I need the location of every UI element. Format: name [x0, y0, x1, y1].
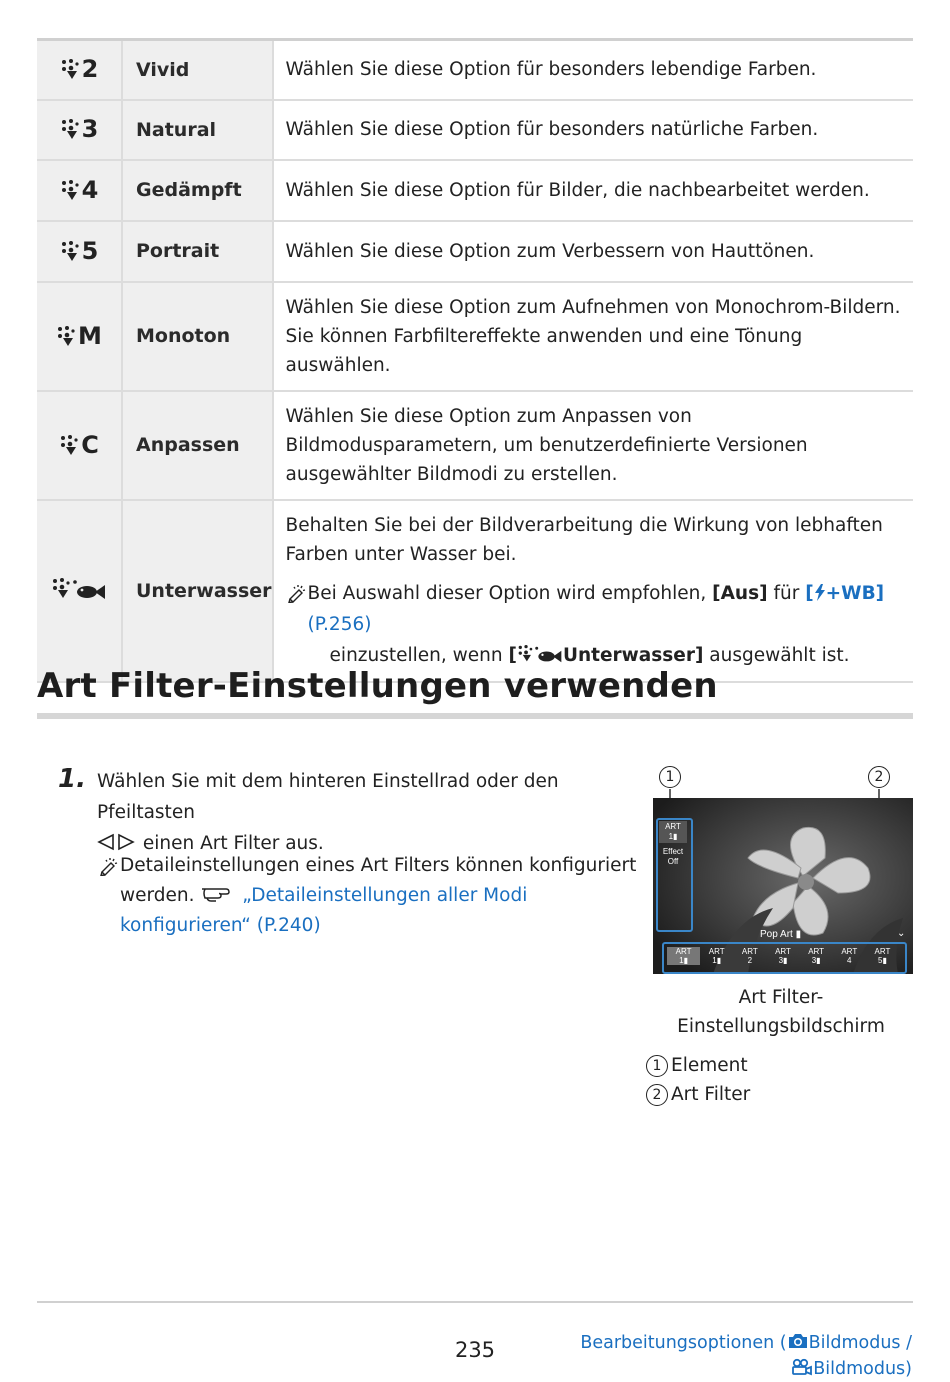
legend-item: 2 Art Filter: [646, 1080, 750, 1109]
side-menu-effect: Effect Off: [662, 847, 684, 866]
mode-description: Wählen Sie diese Option zum Anpassen von Bildmodusparametern, um benutzerdefinierte Versionen ausgewählter Bildmodi zu erstellen.: [273, 391, 913, 500]
callout-element: 1: [659, 766, 681, 788]
detail-settings-link[interactable]: „Detaileinstellungen aller Modi konfigurieren“ (P.240): [120, 885, 528, 936]
movie-camera-icon: [791, 1358, 813, 1376]
art-filter-item[interactable]: ART 1▮: [708, 947, 725, 965]
mode-name: Natural: [122, 100, 273, 160]
mode-name: Monoton: [122, 282, 273, 391]
note-text: einzustellen, wenn: [329, 644, 509, 666]
mode-description: Wählen Sie diese Option für besonders lebendige Farben.: [273, 40, 913, 100]
art-filter-item[interactable]: ART 4: [841, 947, 858, 965]
mode-description: Wählen Sie diese Option zum Verbessern von Hauttönen.: [273, 221, 913, 282]
callout-art-filter: 2: [868, 766, 890, 788]
camera-screen-figure: [653, 798, 913, 974]
step-text: einen Art Filter aus.: [137, 833, 324, 854]
mode-icon-label: 3: [81, 115, 99, 143]
mode-description: Wählen Sie diese Option für Bilder, die nachbearbeitet werden.: [273, 160, 913, 221]
note-text: Bei Auswahl dieser Option wird empfohlen,: [307, 582, 713, 604]
mode-description: Behalten Sie bei der Bildverarbeitung die Wirkung von lebhaften Farben unter Wasser bei.: [285, 514, 883, 565]
step-text: Wählen Sie mit dem hinteren Einstellrad oder den Pfeiltasten: [97, 771, 559, 823]
note-aus: [Aus]: [712, 582, 768, 604]
mode-name: Gedämpft: [122, 160, 273, 221]
chevron-down-icon: ⌄: [897, 928, 906, 939]
page-ref-link[interactable]: (P.256): [307, 613, 372, 635]
step-number: 1.: [58, 764, 86, 794]
figure-legend: [646, 1051, 750, 1109]
selected-filter-label: Pop Art ▮: [760, 929, 802, 940]
mode-description: Wählen Sie diese Option zum Aufnehmen von Monochrom-Bildern. Sie können Farbfiltereffekte anwenden und eine Tönung auswählen.: [273, 282, 913, 391]
art-filter-item[interactable]: ART 1▮: [667, 947, 700, 965]
figure-caption: Art Filter-Einstellungsbildschirm: [677, 987, 885, 1037]
section-title: Art Filter-Einstellungen verwenden: [37, 666, 718, 706]
side-menu: [659, 821, 687, 867]
art-filter-item[interactable]: ART 2: [741, 947, 758, 965]
note-underwater-ref: [ Unterwasser]: [508, 644, 704, 666]
note-text: ausgewählt ist.: [703, 644, 850, 666]
art-filter-item[interactable]: ART 3▮: [808, 947, 825, 965]
mode-icon-label: 5: [81, 236, 99, 265]
mode-description: Wählen Sie diese Option für besonders natürliche Farben.: [273, 100, 913, 160]
camera-icon: [787, 1332, 809, 1350]
art-filter-item[interactable]: ART 5▮: [874, 947, 891, 965]
side-menu-art: ART 1▮: [659, 821, 687, 843]
footer-divider: [37, 1301, 913, 1303]
art-filter-strip: [667, 947, 899, 965]
mode-name: Anpassen: [122, 391, 273, 500]
mode-name: Vivid: [122, 40, 273, 100]
mode-name: Portrait: [122, 221, 273, 282]
mode-icon-label: C: [81, 430, 99, 459]
note-text: für: [767, 582, 806, 604]
flash-wb-link[interactable]: [ +WB]: [805, 582, 885, 604]
mode-icon-label: 2: [81, 55, 99, 84]
page-number: 235: [454, 1338, 496, 1362]
breadcrumb[interactable]: Bearbeitungsoptionen ( Bildmodus / Bildmodus): [580, 1333, 912, 1379]
note-text: Detaileinstellungen eines Art Filters können konfiguriert werden.: [120, 855, 637, 906]
mode-name: Unterwasser: [122, 500, 273, 682]
mode-icon-label: 4: [81, 175, 99, 204]
art-filter-item[interactable]: ART 3▮: [775, 947, 791, 965]
legend-item: 1 Element: [646, 1051, 750, 1080]
mode-icon-label: M: [78, 321, 102, 350]
